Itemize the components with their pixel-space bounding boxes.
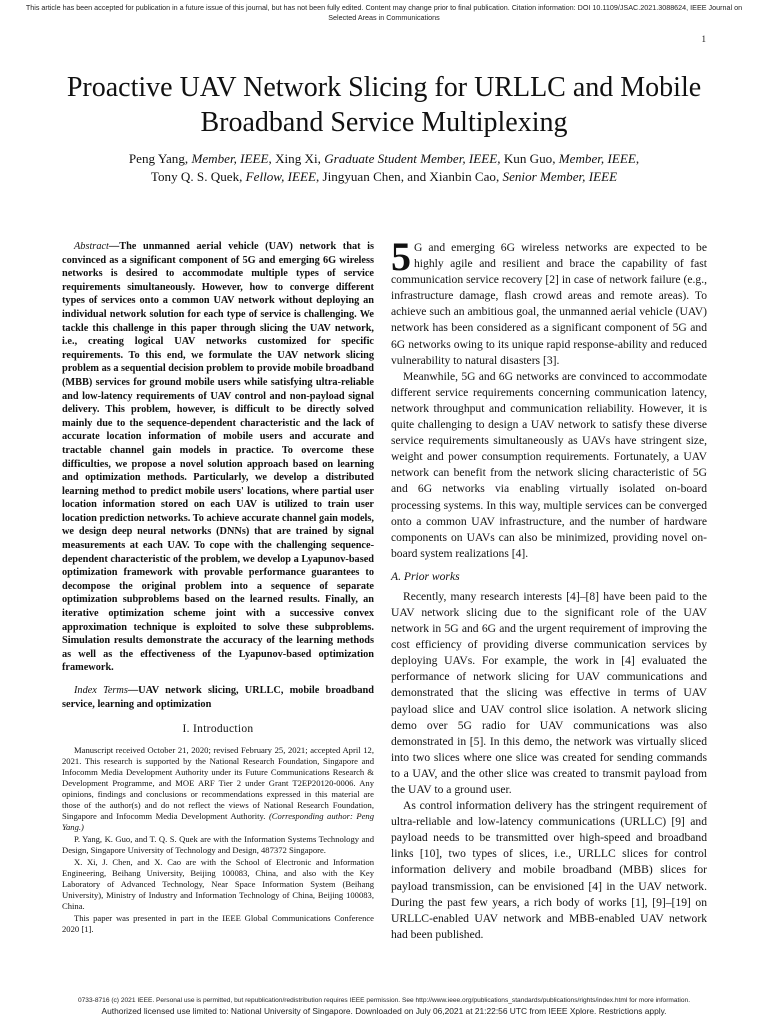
index-terms-label: Index Terms [74,685,128,696]
author-role: Senior Member, IEEE [502,169,618,184]
author-role: Fellow, IEEE [245,169,316,184]
author-name: Tony Q. S. Quek, [150,169,246,184]
author-name: Peng Yang, [128,151,192,166]
author-name: , Jingyuan Chen, and Xianbin Cao, [315,169,503,184]
journal-banner: This article has been accepted for publication in a future issue of this journal, but has not been fully edited. Content may change prior to final publication. Citation information: DOI 10.1109/JSAC.2021.3088624, IEEE Journal on Selected Areas in Communications [25,3,743,22]
abstract [62,240,374,675]
intro-paragraph-3: Recently, many research interests [4]–[8] have been paid to the UAV network slicing due to the significant role of the UAV network in 5G and 6G and the urgent requirement of improving the cost efficiency of providing diverse communication services by deploying UAVs. For example, the work in [4] evaluated the performance of network slicing for UAV communications and demonstrated that the slicing was effective in terms of UAV payload slice and UAV control slice isolation. A network slicing demo over 5G radio for UAV communications was also demonstrated in [5]. In this demo, the network was virtually sliced into two slices where one slice was created for sending commands to a UAV, and the other slice was created to transmit payload from the UAV to a ground user. [391,589,707,796]
drop-cap: 5 [391,234,411,279]
intro-paragraph-1-text: G and emerging 6G wireless networks are expected to be highly agile and resilient and brace the capability of fast communication service recovery [2] in case of network failure (e.g., infrastructure damage, flash crowd areas and remote areas). To achieve such an ambitious goal, the unmanned aerial vehicle (UAV) network has been considered as a significant component of 5G and 6G networks owing to its unique rapid response-ability and reduced vulnerability to natural disasters [3]. [391,241,707,367]
footnote-manuscript [62,745,374,833]
author-name: , Xing Xi, [268,151,325,166]
abstract-text: —The unmanned aerial vehicle (UAV) network that is convinced as a significant component of 5G and emerging 6G wireless networks is desired to accommodate multiple types of service requirements simultaneously. However, how to converge different types of services onto a common UAV network without deploying an individual network solution for each type of service is challenging. We tackle this challenge in this paper through slicing the UAV network, i.e., creating logical UAV networks customized for specific requirements. To this end, we formulate the UAV network slicing problem as a sequential decision problem to provide mobile broadband (MBB) services for ground mobile users while satisfying ultra-reliable and low-latency requirements of UAV control and non-payload signal delivery. This problem, however, is difficult to be directly solved mainly due to the sequence-dependent characteristic and the lack of accurate location information of mobile users and accurate and tractable channel gain models in practice. To overcome these difficulties, we propose a novel solution approach based on learning and optimization methods. Particularly, we develop a distributed learning method to predict mobile users' locations, where partial user location information stored on each UAV is utilized to train user location prediction networks. To achieve accurate channel gain models, we design deep neural networks (DNNs) that are trained by signal measurements at each UAV. To cope with the challenging sequence-dependent characteristic of the problem, we develop a Lyapunov-based optimization framework with provable performance guarantees to decompose the original problem into a sequence of separate optimization subproblems based on the learned results. Finally, an iterative optimization scheme joint with a successive convex approximation technique is exploited to solve these subproblems. Simulation results demonstrate the accuracy of the learning methods as well as the effectiveness of the Lyapunov-based optimization framework. [62,241,374,674]
intro-paragraph-1 [391,234,707,369]
author-list [40,150,728,186]
corresponding-author: (Corresponding author: Peng Yang.) [62,811,374,833]
footnote-conference: This paper was presented in part in the IEEE Global Communications Conference 2020 [1]. [62,913,374,935]
intro-paragraph-2: Meanwhile, 5G and 6G networks are convinced to accommodate different service requirements concerning communication latency, network throughput and communication reliability. However, it is quite challenging to design a UAV network to satisfy these diverse service requirements simultaneously as UAVs have stringent size, weight and power consumption requirements. Fortunately, a UAV network can benefit from the network slicing characteristic of 5G and 6G networks via enabling virtually isolated on-board processing systems. In this way, multiple services can be converged onto a common UAV infrastructure, and the number of hardware components on UAVs can also be minimized, providing novel on-board system realizations [4]. [391,369,707,560]
author-separator: , [635,151,640,166]
license-footer: Authorized licensed use limited to: National University of Singapore. Downloaded on July 06,2021 at 21:22:56 UTC from IEEE Xplore. Restrictions apply. [101,1006,667,1016]
author-line-2 [40,168,728,186]
footnote-affiliation-beihang: X. Xi, J. Chen, and X. Cao are with the School of Electronic and Information Engineering, Beihang University, Beijing 100083, China, and also with the Key Laboratory of Advanced Technology, Near Space Information System (Beihang University), Ministry of Industry and Information Technology of China, Beijing 100083, China. [62,857,374,912]
author-line-1 [40,150,728,168]
section-heading-introduction: I. Introduction [182,723,254,736]
subsection-heading-prior-works: A. Prior works [391,569,460,583]
left-column [62,240,374,936]
author-role: Member, IEEE [558,151,636,166]
author-role: Member, IEEE [191,151,269,166]
abstract-label: Abstract [74,241,109,252]
copyright-footer: 0733-8716 (c) 2021 IEEE. Personal use is permitted, but republication/redistribution requires IEEE permission. See http://www.ieee.org/publications_standards/publications/rights/index.html for more information. [77,997,691,1004]
paper-title: Proactive UAV Network Slicing for URLLC and Mobile Broadband Service Multiplexing [66,72,702,138]
intro-paragraph-4: As control information delivery has the stringent requirement of ultra-reliable and low-latency communications (URLLC) [9] and payload needs to be transmitted over high-speed and broadband links [10], two types of slices, i.e., URLLC slices for control information delivery and mobile broadband (MBB) slices for payload transmission, can be envisioned [4] in the UAV network. During the past few years, a rich body of works [1], [9]–[19] on URLLC-enabled UAV network and MBB-enabled UAV network had been published. [391,799,707,941]
author-role: Graduate Student Member, IEEE [324,151,498,166]
right-column [391,234,707,943]
index-terms [62,684,374,711]
index-terms-text: —UAV network slicing, URLLC, mobile broadband service, learning and optimization [62,685,374,710]
page-number: 1 [701,34,706,44]
author-name: , Kun Guo, [497,151,559,166]
footnote-text: Manuscript received October 21, 2020; revised February 25, 2021; accepted April 12, 2021. This research is supported by the National Research Foundation, Singapore and Infocomm Media Development Authority under its Future Communications Research & Development Programme, and MOE ARF Tier 2 under Grant T2EP20120-0006. Any opinions, findings and conclusions or recommendations expressed in this material are those of the author(s) and do not reflect the views of National Research Foundation, Singapore and Infocomm Media Development Authority. [62,745,374,822]
footnote-affiliation-sutd: P. Yang, K. Guo, and T. Q. S. Quek are with the Information Systems Technology and Design, Singapore University of Technology and Design, 487372 Singapore. [62,834,374,856]
